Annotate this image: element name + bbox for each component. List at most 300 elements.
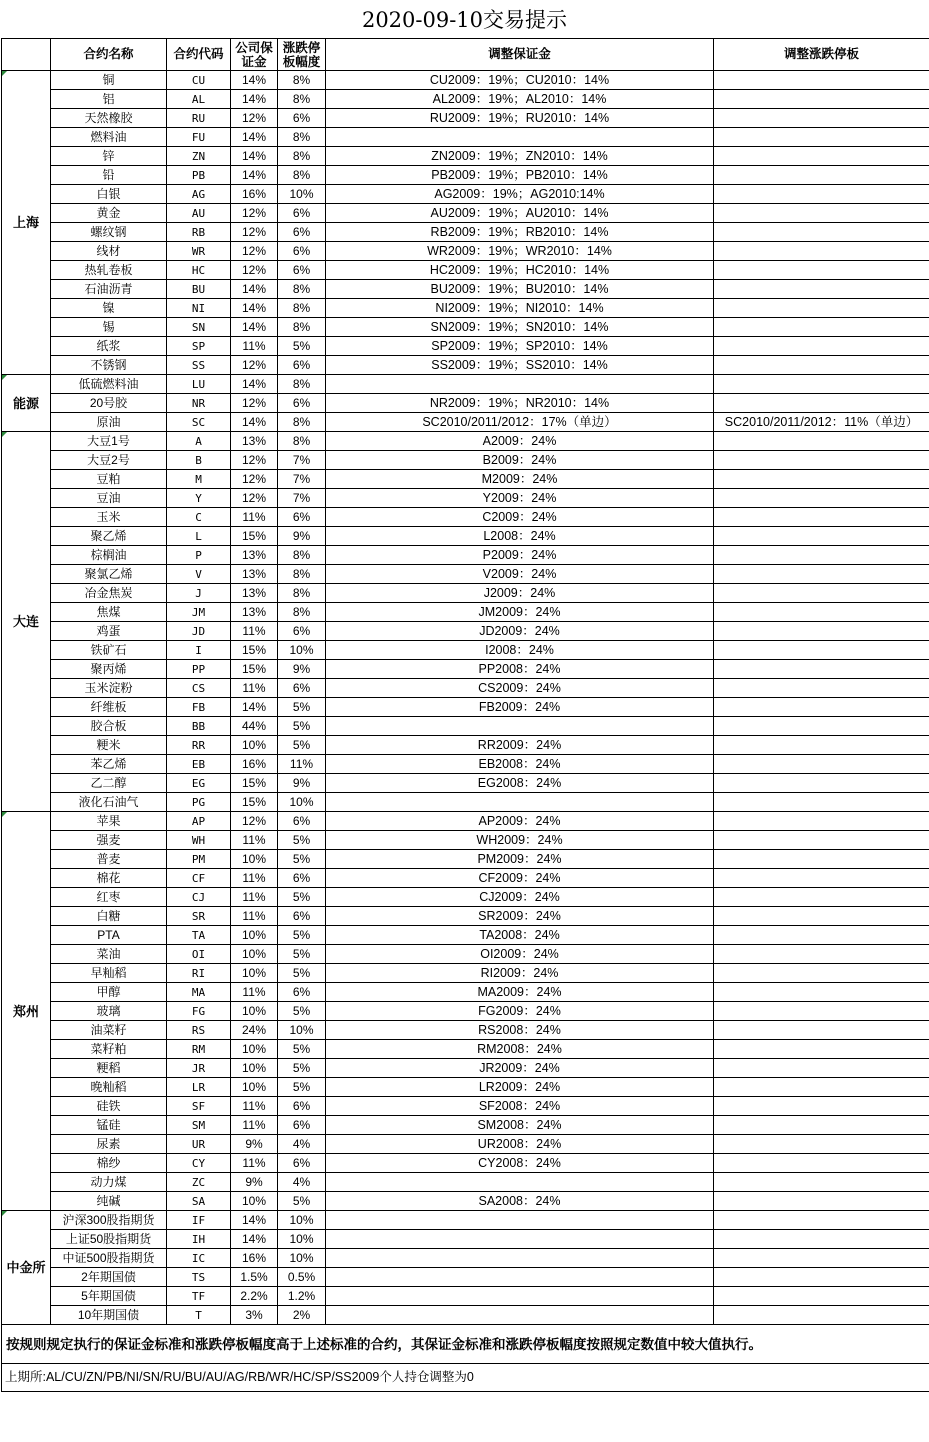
price-limit-cell: 5% [278, 736, 326, 755]
rule-note: 按规则规定执行的保证金标准和涨跌停板幅度高于上述标准的合约，其保证金标准和涨跌停板幅度按照规定数值中较大值执行。 [2, 1325, 929, 1364]
margin-adjustment-cell: CS2009：24% [326, 679, 714, 698]
price-limit-cell: 6% [278, 261, 326, 280]
exchange-cell: 大连 [2, 432, 51, 812]
contract-name-cell: 铁矿石 [51, 641, 167, 660]
table-row [2, 413, 929, 432]
contract-code-cell: CY [167, 1154, 231, 1173]
contract-code-cell: CJ [167, 888, 231, 907]
company-margin-cell: 10% [231, 964, 278, 983]
company-margin-cell: 9% [231, 1173, 278, 1192]
price-limit-cell: 5% [278, 964, 326, 983]
contract-name-cell: 20号胶 [51, 394, 167, 413]
contract-name-cell: 聚丙烯 [51, 660, 167, 679]
table-row [2, 489, 929, 508]
price-limit-cell: 9% [278, 774, 326, 793]
table-row [2, 1306, 929, 1325]
table-row [2, 1021, 929, 1040]
contract-name-cell: 普麦 [51, 850, 167, 869]
contract-name-cell: 纯碱 [51, 1192, 167, 1211]
margin-adjustment-cell: CY2008：24% [326, 1154, 714, 1173]
price-limit-cell: 6% [278, 204, 326, 223]
header-margin-adjustment: 调整保证金 [326, 39, 714, 71]
contract-name-cell: 聚乙烯 [51, 527, 167, 546]
contract-code-cell: ZN [167, 147, 231, 166]
contract-name-cell: 锡 [51, 318, 167, 337]
contract-name-cell: 低硫燃料油 [51, 375, 167, 394]
contract-code-cell: LU [167, 375, 231, 394]
limit-adjustment-cell [714, 546, 929, 565]
contract-name-cell: 硅铁 [51, 1097, 167, 1116]
contract-code-cell: TS [167, 1268, 231, 1287]
contract-code-cell: UR [167, 1135, 231, 1154]
company-margin-cell: 15% [231, 793, 278, 812]
price-limit-cell: 5% [278, 717, 326, 736]
price-limit-cell: 8% [278, 546, 326, 565]
price-limit-cell: 6% [278, 394, 326, 413]
limit-adjustment-cell [714, 508, 929, 527]
exchange-cell: 能源 [2, 375, 51, 432]
limit-adjustment-cell [714, 1173, 929, 1192]
contract-name-cell: PTA [51, 926, 167, 945]
contract-name-cell: 粳米 [51, 736, 167, 755]
contract-code-cell: CU [167, 71, 231, 90]
margin-adjustment-cell: NR2009：19%；NR2010：14% [326, 394, 714, 413]
contract-name-cell: 棉纱 [51, 1154, 167, 1173]
contract-code-cell: SM [167, 1116, 231, 1135]
company-margin-cell: 10% [231, 1078, 278, 1097]
company-margin-cell: 10% [231, 1002, 278, 1021]
price-limit-cell: 6% [278, 622, 326, 641]
limit-adjustment-cell [714, 451, 929, 470]
contract-code-cell: RU [167, 109, 231, 128]
contract-code-cell: TF [167, 1287, 231, 1306]
table-row [2, 470, 929, 489]
limit-adjustment-cell [714, 660, 929, 679]
price-limit-cell: 6% [278, 869, 326, 888]
table-row [2, 603, 929, 622]
price-limit-cell: 8% [278, 413, 326, 432]
margin-adjustment-cell: A2009：24% [326, 432, 714, 451]
contract-code-cell: JR [167, 1059, 231, 1078]
limit-adjustment-cell [714, 432, 929, 451]
contract-name-cell: 石油沥青 [51, 280, 167, 299]
company-margin-cell: 11% [231, 831, 278, 850]
margin-adjustment-cell: AP2009：24% [326, 812, 714, 831]
company-margin-cell: 13% [231, 546, 278, 565]
company-margin-cell: 14% [231, 1230, 278, 1249]
price-limit-cell: 10% [278, 1211, 326, 1230]
price-limit-cell: 6% [278, 1154, 326, 1173]
contract-name-cell: 尿素 [51, 1135, 167, 1154]
contract-name-cell: 豆油 [51, 489, 167, 508]
margin-adjustment-cell: PP2008：24% [326, 660, 714, 679]
margin-adjustment-cell: AU2009：19%；AU2010：14% [326, 204, 714, 223]
table-row [2, 185, 929, 204]
limit-adjustment-cell [714, 603, 929, 622]
limit-adjustment-cell [714, 717, 929, 736]
margin-adjustment-cell [326, 1287, 714, 1306]
limit-adjustment-cell [714, 1154, 929, 1173]
table-row [2, 337, 929, 356]
margin-adjustment-cell [326, 1268, 714, 1287]
contract-name-cell: 10年期国债 [51, 1306, 167, 1325]
limit-adjustment-cell [714, 1211, 929, 1230]
table-row [2, 1116, 929, 1135]
table-row [2, 375, 929, 394]
limit-adjustment-cell [714, 945, 929, 964]
margin-adjustment-cell: RI2009：24% [326, 964, 714, 983]
header-limit-adjustment: 调整涨跌停板 [714, 39, 929, 71]
margin-adjustment-cell: LR2009：24% [326, 1078, 714, 1097]
table-row [2, 1268, 929, 1287]
table-row [2, 356, 929, 375]
contract-name-cell: 镍 [51, 299, 167, 318]
company-margin-cell: 10% [231, 1059, 278, 1078]
table-row [2, 1135, 929, 1154]
price-limit-cell: 9% [278, 660, 326, 679]
margin-adjustment-cell: PB2009：19%；PB2010：14% [326, 166, 714, 185]
table-row [2, 204, 929, 223]
exchange-cell: 中金所 [2, 1211, 51, 1325]
price-limit-cell: 5% [278, 1192, 326, 1211]
limit-adjustment-cell [714, 926, 929, 945]
contract-code-cell: WH [167, 831, 231, 850]
table-row [2, 831, 929, 850]
table-row [2, 641, 929, 660]
table-row [2, 1078, 929, 1097]
price-limit-cell: 6% [278, 907, 326, 926]
limit-adjustment-cell [714, 679, 929, 698]
contract-code-cell: RI [167, 964, 231, 983]
contract-code-cell: EG [167, 774, 231, 793]
price-limit-cell: 10% [278, 185, 326, 204]
limit-adjustment-cell [714, 1249, 929, 1268]
limit-adjustment-cell [714, 736, 929, 755]
margin-adjustment-cell: TA2008：24% [326, 926, 714, 945]
company-margin-cell: 14% [231, 280, 278, 299]
company-margin-cell: 12% [231, 242, 278, 261]
table-row [2, 565, 929, 584]
contract-name-cell: 天然橡胶 [51, 109, 167, 128]
limit-adjustment-cell [714, 1287, 929, 1306]
price-limit-cell: 9% [278, 527, 326, 546]
contract-code-cell: PG [167, 793, 231, 812]
limit-adjustment-cell [714, 109, 929, 128]
margin-adjustment-cell: AL2009：19%；AL2010：14% [326, 90, 714, 109]
margin-adjustment-cell [326, 1230, 714, 1249]
table-row [2, 964, 929, 983]
price-limit-cell: 8% [278, 584, 326, 603]
company-margin-cell: 11% [231, 622, 278, 641]
margin-adjustment-cell: WR2009：19%；WR2010：14% [326, 242, 714, 261]
margin-adjustment-cell: JM2009：24% [326, 603, 714, 622]
margin-adjustment-cell: Y2009：24% [326, 489, 714, 508]
contract-code-cell: FU [167, 128, 231, 147]
header-exchange [2, 39, 51, 71]
table-row [2, 1040, 929, 1059]
contract-code-cell: CS [167, 679, 231, 698]
contract-code-cell: PP [167, 660, 231, 679]
table-row [2, 90, 929, 109]
company-margin-cell: 14% [231, 166, 278, 185]
contract-code-cell: JM [167, 603, 231, 622]
contract-name-cell: 冶金焦炭 [51, 584, 167, 603]
contract-name-cell: 甲醇 [51, 983, 167, 1002]
company-margin-cell: 16% [231, 755, 278, 774]
margin-adjustment-cell: SF2008：24% [326, 1097, 714, 1116]
contract-name-cell: 铜 [51, 71, 167, 90]
contract-code-cell: WR [167, 242, 231, 261]
limit-adjustment-cell [714, 299, 929, 318]
contract-code-cell: BU [167, 280, 231, 299]
contract-code-cell: FG [167, 1002, 231, 1021]
company-margin-cell: 9% [231, 1135, 278, 1154]
price-limit-cell: 7% [278, 470, 326, 489]
limit-adjustment-cell: SC2010/2011/2012：11%（单边） [714, 413, 929, 432]
company-margin-cell: 11% [231, 983, 278, 1002]
limit-adjustment-cell [714, 793, 929, 812]
contract-code-cell: BB [167, 717, 231, 736]
price-limit-cell: 5% [278, 1059, 326, 1078]
price-limit-cell: 0.5% [278, 1268, 326, 1287]
table-row [2, 1287, 929, 1306]
margin-adjustment-cell: RB2009：19%；RB2010：14% [326, 223, 714, 242]
company-margin-cell: 14% [231, 71, 278, 90]
contract-name-cell: 焦煤 [51, 603, 167, 622]
limit-adjustment-cell [714, 831, 929, 850]
price-limit-cell: 6% [278, 812, 326, 831]
margin-adjustment-cell: SC2010/2011/2012：17%（单边） [326, 413, 714, 432]
margin-adjustment-cell: RU2009：19%；RU2010：14% [326, 109, 714, 128]
company-margin-cell: 15% [231, 774, 278, 793]
contract-code-cell: P [167, 546, 231, 565]
price-limit-cell: 6% [278, 1116, 326, 1135]
contract-name-cell: 沪深300股指期货 [51, 1211, 167, 1230]
company-margin-cell: 11% [231, 1116, 278, 1135]
margin-adjustment-cell [326, 1306, 714, 1325]
contract-code-cell: SA [167, 1192, 231, 1211]
table-row [2, 318, 929, 337]
contract-code-cell: A [167, 432, 231, 451]
table-row [2, 147, 929, 166]
limit-adjustment-cell [714, 337, 929, 356]
margin-adjustment-cell: BU2009：19%；BU2010：14% [326, 280, 714, 299]
table-row [2, 907, 929, 926]
margin-adjustment-cell [326, 1173, 714, 1192]
limit-adjustment-cell [714, 1268, 929, 1287]
margin-adjustment-cell: CJ2009：24% [326, 888, 714, 907]
contract-code-cell: AP [167, 812, 231, 831]
price-limit-cell: 7% [278, 489, 326, 508]
table-row [2, 698, 929, 717]
table-row [2, 774, 929, 793]
limit-adjustment-cell [714, 888, 929, 907]
margin-adjustment-cell: RR2009：24% [326, 736, 714, 755]
company-margin-cell: 10% [231, 945, 278, 964]
company-margin-cell: 2.2% [231, 1287, 278, 1306]
margin-adjustment-cell: C2009：24% [326, 508, 714, 527]
limit-adjustment-cell [714, 964, 929, 983]
limit-adjustment-cell [714, 71, 929, 90]
margin-adjustment-cell: JD2009：24% [326, 622, 714, 641]
table-row [2, 261, 929, 280]
price-limit-cell: 5% [278, 1078, 326, 1097]
limit-adjustment-cell [714, 1230, 929, 1249]
contract-code-cell: TA [167, 926, 231, 945]
contract-name-cell: 苹果 [51, 812, 167, 831]
table-row [2, 945, 929, 964]
table-row [2, 508, 929, 527]
table-row [2, 451, 929, 470]
table-row [2, 1192, 929, 1211]
contract-code-cell: OI [167, 945, 231, 964]
contract-name-cell: 燃料油 [51, 128, 167, 147]
contract-code-cell: LR [167, 1078, 231, 1097]
table-row [2, 1173, 929, 1192]
price-limit-cell: 6% [278, 508, 326, 527]
company-margin-cell: 3% [231, 1306, 278, 1325]
margin-adjustment-cell: ZN2009：19%；ZN2010：14% [326, 147, 714, 166]
contract-name-cell: 鸡蛋 [51, 622, 167, 641]
limit-adjustment-cell [714, 698, 929, 717]
contract-name-cell: 油菜籽 [51, 1021, 167, 1040]
contract-name-cell: 原油 [51, 413, 167, 432]
contract-name-cell: 棉花 [51, 869, 167, 888]
price-limit-cell: 1.2% [278, 1287, 326, 1306]
contract-code-cell: C [167, 508, 231, 527]
contract-name-cell: 白银 [51, 185, 167, 204]
price-limit-cell: 11% [278, 755, 326, 774]
contract-code-cell: SP [167, 337, 231, 356]
company-margin-cell: 14% [231, 318, 278, 337]
company-margin-cell: 15% [231, 660, 278, 679]
table-row [2, 1059, 929, 1078]
contract-name-cell: 液化石油气 [51, 793, 167, 812]
company-margin-cell: 14% [231, 413, 278, 432]
price-limit-cell: 8% [278, 299, 326, 318]
price-limit-cell: 6% [278, 356, 326, 375]
limit-adjustment-cell [714, 1078, 929, 1097]
contract-name-cell: 聚氯乙烯 [51, 565, 167, 584]
contract-code-cell: JD [167, 622, 231, 641]
margin-adjustment-cell: HC2009：19%；HC2010：14% [326, 261, 714, 280]
contract-name-cell: 玻璃 [51, 1002, 167, 1021]
company-margin-cell: 16% [231, 185, 278, 204]
header-contract-code: 合约代码 [167, 39, 231, 71]
contract-code-cell: SR [167, 907, 231, 926]
contract-code-cell: AL [167, 90, 231, 109]
margin-adjustment-cell: CF2009：24% [326, 869, 714, 888]
limit-adjustment-cell [714, 394, 929, 413]
table-row [2, 926, 929, 945]
margin-adjustment-cell: L2008：24% [326, 527, 714, 546]
margin-adjustment-cell: MA2009：24% [326, 983, 714, 1002]
price-limit-cell: 8% [278, 90, 326, 109]
table-row [2, 280, 929, 299]
company-margin-cell: 11% [231, 1097, 278, 1116]
contract-code-cell: CF [167, 869, 231, 888]
margin-adjustment-cell: AG2009：19%；AG2010:14% [326, 185, 714, 204]
table-row [2, 1002, 929, 1021]
company-margin-cell: 14% [231, 1211, 278, 1230]
price-limit-cell: 8% [278, 565, 326, 584]
limit-adjustment-cell [714, 223, 929, 242]
table-row [2, 1249, 929, 1268]
limit-adjustment-cell [714, 204, 929, 223]
margin-adjustment-cell [326, 1211, 714, 1230]
margin-adjustment-cell: SP2009：19%；SP2010：14% [326, 337, 714, 356]
table-row [2, 71, 929, 90]
limit-adjustment-cell [714, 641, 929, 660]
limit-adjustment-cell [714, 375, 929, 394]
contract-code-cell: PB [167, 166, 231, 185]
table-row [2, 755, 929, 774]
contract-code-cell: EB [167, 755, 231, 774]
limit-adjustment-cell [714, 356, 929, 375]
price-limit-cell: 5% [278, 926, 326, 945]
trading-notice-table [1, 38, 929, 1392]
table-row [2, 166, 929, 185]
contract-code-cell: IH [167, 1230, 231, 1249]
position-note: 上期所:AL/CU/ZN/PB/NI/SN/RU/BU/AU/AG/RB/WR/HC/SP/SS2009个人持仓调整为0 [2, 1364, 929, 1392]
table-row [2, 109, 929, 128]
table-row [2, 1230, 929, 1249]
margin-adjustment-cell: B2009：24% [326, 451, 714, 470]
limit-adjustment-cell [714, 1040, 929, 1059]
price-limit-cell: 5% [278, 337, 326, 356]
company-margin-cell: 10% [231, 850, 278, 869]
company-margin-cell: 11% [231, 907, 278, 926]
margin-adjustment-cell: M2009：24% [326, 470, 714, 489]
contract-name-cell: 菜籽粕 [51, 1040, 167, 1059]
margin-adjustment-cell: RS2008：24% [326, 1021, 714, 1040]
limit-adjustment-cell [714, 812, 929, 831]
table-row [2, 812, 929, 831]
limit-adjustment-cell [714, 622, 929, 641]
price-limit-cell: 6% [278, 223, 326, 242]
margin-adjustment-cell: I2008：24% [326, 641, 714, 660]
contract-name-cell: 红枣 [51, 888, 167, 907]
price-limit-cell: 7% [278, 451, 326, 470]
limit-adjustment-cell [714, 1135, 929, 1154]
limit-adjustment-cell [714, 489, 929, 508]
limit-adjustment-cell [714, 1306, 929, 1325]
contract-code-cell: M [167, 470, 231, 489]
table-row [2, 793, 929, 812]
company-margin-cell: 12% [231, 489, 278, 508]
contract-name-cell: 2年期国债 [51, 1268, 167, 1287]
table-row [2, 527, 929, 546]
contract-code-cell: NI [167, 299, 231, 318]
table-row [2, 1097, 929, 1116]
contract-code-cell: SS [167, 356, 231, 375]
contract-code-cell: L [167, 527, 231, 546]
header-row [2, 39, 929, 71]
contract-code-cell: IF [167, 1211, 231, 1230]
margin-adjustment-cell: EG2008：24% [326, 774, 714, 793]
contract-code-cell: ZC [167, 1173, 231, 1192]
table-row [2, 299, 929, 318]
price-limit-cell: 4% [278, 1135, 326, 1154]
contract-code-cell: T [167, 1306, 231, 1325]
company-margin-cell: 12% [231, 470, 278, 489]
margin-adjustment-cell: UR2008：24% [326, 1135, 714, 1154]
price-limit-cell: 5% [278, 831, 326, 850]
price-limit-cell: 8% [278, 71, 326, 90]
company-margin-cell: 11% [231, 679, 278, 698]
limit-adjustment-cell [714, 185, 929, 204]
note-row-position [2, 1364, 929, 1392]
